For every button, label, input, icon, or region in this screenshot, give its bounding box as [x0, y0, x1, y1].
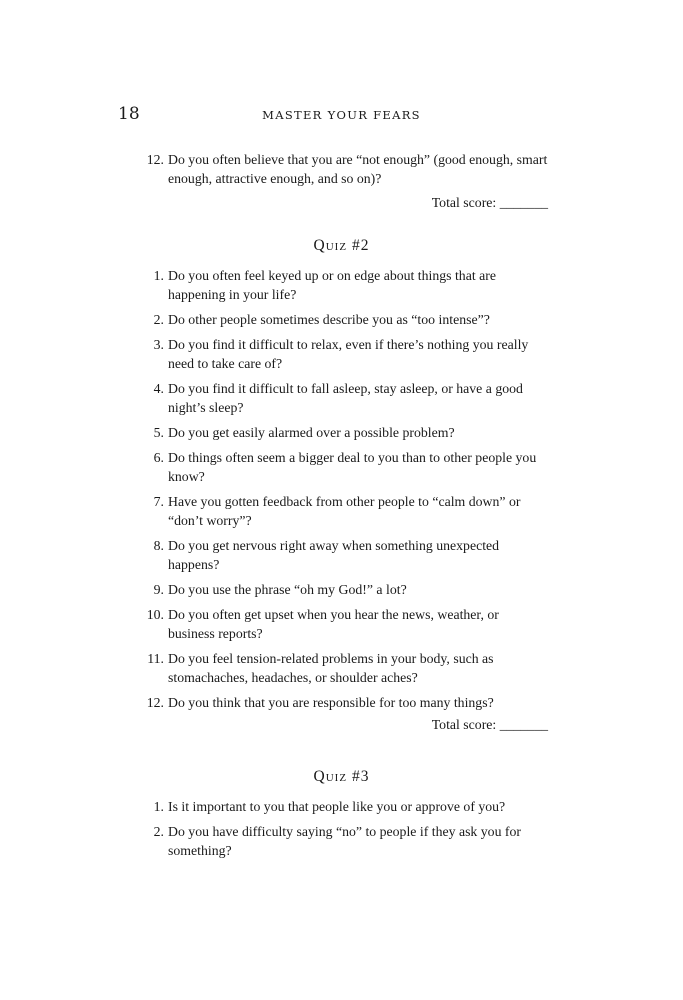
quiz2-total-score: Total score: _______: [431, 717, 548, 732]
question-item: [153, 266, 548, 304]
question-number: 12.: [146, 152, 164, 167]
quiz1-total-score: Total score: _______: [431, 195, 548, 210]
question-number: 6.: [153, 450, 164, 465]
question-number: 2.: [153, 824, 164, 839]
question-item: [146, 605, 548, 643]
quiz2-question-list: [0, 266, 548, 718]
question-text: Do you often believe that you are “not enough” (good enough, smart enough, attractive enough, and so on)?: [168, 152, 548, 186]
question-text: Do you think that you are responsible for too many things?: [168, 695, 494, 710]
question-text: Do other people sometimes describe you as “too intense”?: [168, 312, 490, 327]
quiz1-question-list: [0, 150, 548, 194]
question-item: [146, 150, 548, 188]
question-text: Do you find it difficult to relax, even if there’s nothing you really need to take care of?: [168, 337, 529, 371]
question-item: [153, 797, 548, 816]
question-item: [153, 310, 548, 329]
question-item: [147, 649, 548, 687]
question-text: Do you have difficulty saying “no” to people if they ask you for something?: [168, 824, 522, 858]
question-text: Do you get easily alarmed over a possible problem?: [168, 425, 455, 440]
question-number: 1.: [153, 799, 164, 814]
question-number: 2.: [153, 312, 164, 327]
question-text: Have you gotten feedback from other people to “calm down” or “don’t worry”?: [168, 494, 521, 528]
question-text: Do you often feel keyed up or on edge about things that are happening in your life?: [168, 268, 496, 302]
question-item: [153, 536, 548, 574]
question-number: 9.: [153, 582, 164, 597]
question-number: 4.: [153, 381, 164, 396]
question-item: [153, 423, 548, 442]
question-number: 3.: [153, 337, 164, 352]
page-number: 18: [118, 104, 140, 124]
quiz2-title: Quiz #2: [313, 237, 370, 254]
question-number: 8.: [153, 538, 164, 553]
running-head: MASTER YOUR FEARS: [262, 108, 421, 122]
quiz3-title: Quiz #3: [313, 768, 370, 785]
question-number: 7.: [153, 494, 164, 509]
question-number: 12.: [146, 695, 164, 710]
question-text: Do you feel tension-related problems in your body, such as stomachaches, headaches, or shoulder aches?: [168, 651, 494, 685]
question-text: Do you use the phrase “oh my God!” a lot?: [168, 582, 407, 597]
question-item: [153, 492, 548, 530]
quiz3-question-list: [0, 797, 548, 866]
question-text: Do you get nervous right away when something unexpected happens?: [168, 538, 500, 572]
question-item: [146, 693, 548, 712]
question-item: [153, 448, 548, 486]
question-number: 1.: [153, 268, 164, 283]
question-number: 11.: [147, 651, 164, 666]
question-item: [153, 335, 548, 373]
question-item: [153, 379, 548, 417]
question-item: [153, 822, 548, 860]
question-item: [153, 580, 548, 599]
question-text: Is it important to you that people like you or approve of you?: [168, 799, 506, 814]
question-number: 10.: [146, 607, 164, 622]
question-text: Do things often seem a bigger deal to you than to other people you know?: [168, 450, 537, 484]
question-number: 5.: [153, 425, 164, 440]
question-text: Do you often get upset when you hear the news, weather, or business reports?: [168, 607, 499, 641]
question-text: Do you find it difficult to fall asleep, stay asleep, or have a good night’s sleep?: [168, 381, 523, 415]
